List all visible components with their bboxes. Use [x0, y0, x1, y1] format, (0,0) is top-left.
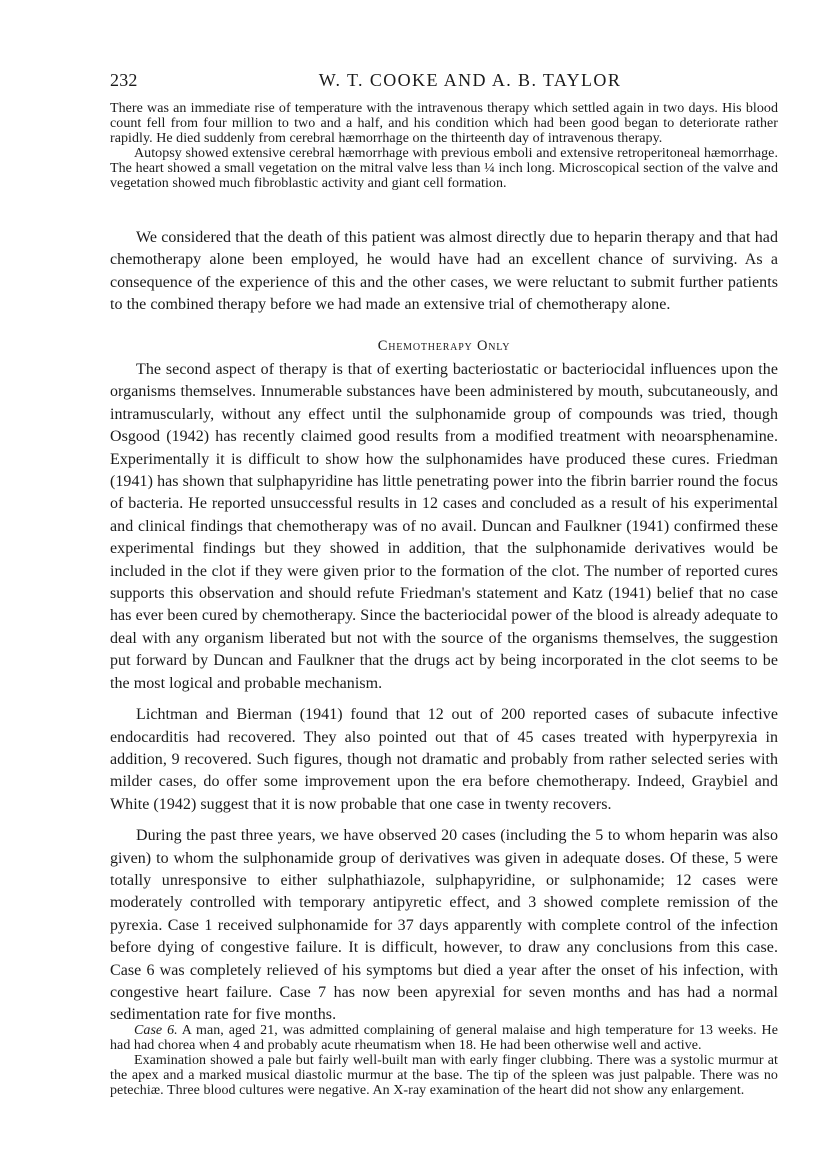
case-label: Case 6. [134, 1023, 178, 1038]
running-head: W. T. COOKE AND A. B. TAYLOR [318, 70, 622, 90]
section-heading: Chemotherapy Only [377, 338, 511, 354]
discussion-paragraph: We considered that the death of this patient was almost directly due to heparin therapy and that had chemotherapy alone been employed, he would have had an excellent chance of surviving. As a consequence of the experience of this and the other cases, we were reluctant to submit further patients to the combined therapy before we had made an extensive trial of chemotherapy alone. [110, 229, 778, 314]
page-header [110, 70, 778, 100]
section-paragraph: Lichtman and Bierman (1941) found that 12 out of 200 reported cases of subacute infective endocarditis had recovered. They also pointed out that of 45 cases treated with hyperpyrexia in addition, 9 recovered. Such figures, though not dramatic and probably from rather selected series with milder cases, do offer some improvement upon the era before chemotherapy. Indeed, Graybiel and White (1942) suggest that it is now probable that one case in twenty recovers. [110, 706, 778, 813]
case-6-examination: Examination showed a pale but fairly well-built man with early finger clubbing. There was a systolic murmur at the apex and a marked musical diastolic murmur at the base. The tip of the spleen was just palpable. There was no petechiæ. Three blood cultures were negative. An X-ray examination of the heart did not show any enlargement. [110, 1053, 778, 1098]
section-paragraph: During the past three years, we have observed 20 cases (including the 5 to whom heparin was also given) to whom the sulphonamide group of derivatives was given in adequate doses. Of these, 5 were totally unresponsive to either sulphathiazole, sulphapyridine, or sulphonamide; 12 cases were moderately controlled with temporary antipyretic effect, and 3 showed complete remission of the pyrexia. Case 1 received sulphonamide for 37 days apparently with complete control of the infection before dying of congestive failure. It is difficult, however, to draw any conclusions from this case. Case 6 was completely relieved of his symptoms but died a year after the onset of his infection, with congestive heart failure. Case 7 has now been apyrexial for seven months and has had a normal sedimentation rate for five months. [110, 827, 778, 1024]
autopsy-paragraph: Autopsy showed extensive cerebral hæmorrhage with previous emboli and extensive retroperitoneal hæmorrhage. The heart showed a small vegetation on the mitral valve less than ¼ inch long. Microscopical section of the valve and vegetation showed much fibroblastic activity and giant cell formation. [110, 146, 778, 191]
chemotherapy-section [110, 359, 778, 1036]
discussion-block [110, 227, 778, 326]
case-6-history-text: A man, aged 21, was admitted complaining of general malaise and high temperature for 13 weeks. He had had chorea when 4 and probably acute rheumatism when 18. He had been otherwise well and active. [110, 1023, 778, 1053]
section-paragraph: The second aspect of therapy is that of exerting bacteriostatic or bacteriocidal influences upon the organisms themselves. Innumerable substances have been administered by mouth, subcutaneously, and intramuscularly, without any effect until the sulphonamide group of compounds was tried, though Osgood (1942) has recently claimed good results from a modified treatment with neoarsphenamine. Experimentally it is difficult to show how the sulphonamides have produced these cures. Friedman (1941) has shown that sulphapyridine has little penetrating power into the fibrin barrier round the focus of bacteria. He reported unsuccessful results in 12 cases and concluded as a result of his experimental and clinical findings that chemotherapy was of no avail. Duncan and Faulkner (1941) confirmed these experimental findings but they showed in addition, that the sulphonamide derivatives would be included in the clot if they were given prior to the formation of the clot. The number of reported cures supports this observation and should refute Friedman's statement and Katz (1941) belief that no case has ever been cured by chemotherapy. Since the bacteriocidal power of the blood is already adequate to deal with any organism liberated but not with the source of the organisms themselves, the suggestion put forward by Duncan and Faulkner that the drugs act by being incorporated in the clot seems to be the most logical and probable mechanism. [110, 361, 778, 692]
case-6-report [110, 1023, 778, 1098]
page-number: 232 [110, 70, 138, 90]
case-6-history [110, 1023, 778, 1053]
case-continuation [110, 101, 778, 191]
case-continuation-paragraph: There was an immediate rise of temperature with the intravenous therapy which settled again in two days. His blood count fell from four million to two and a half, and his condition which had been good began to deteriorate rather rapidly. He died suddenly from cerebral hæmorrhage on the thirteenth day of intravenous therapy. [110, 101, 778, 146]
